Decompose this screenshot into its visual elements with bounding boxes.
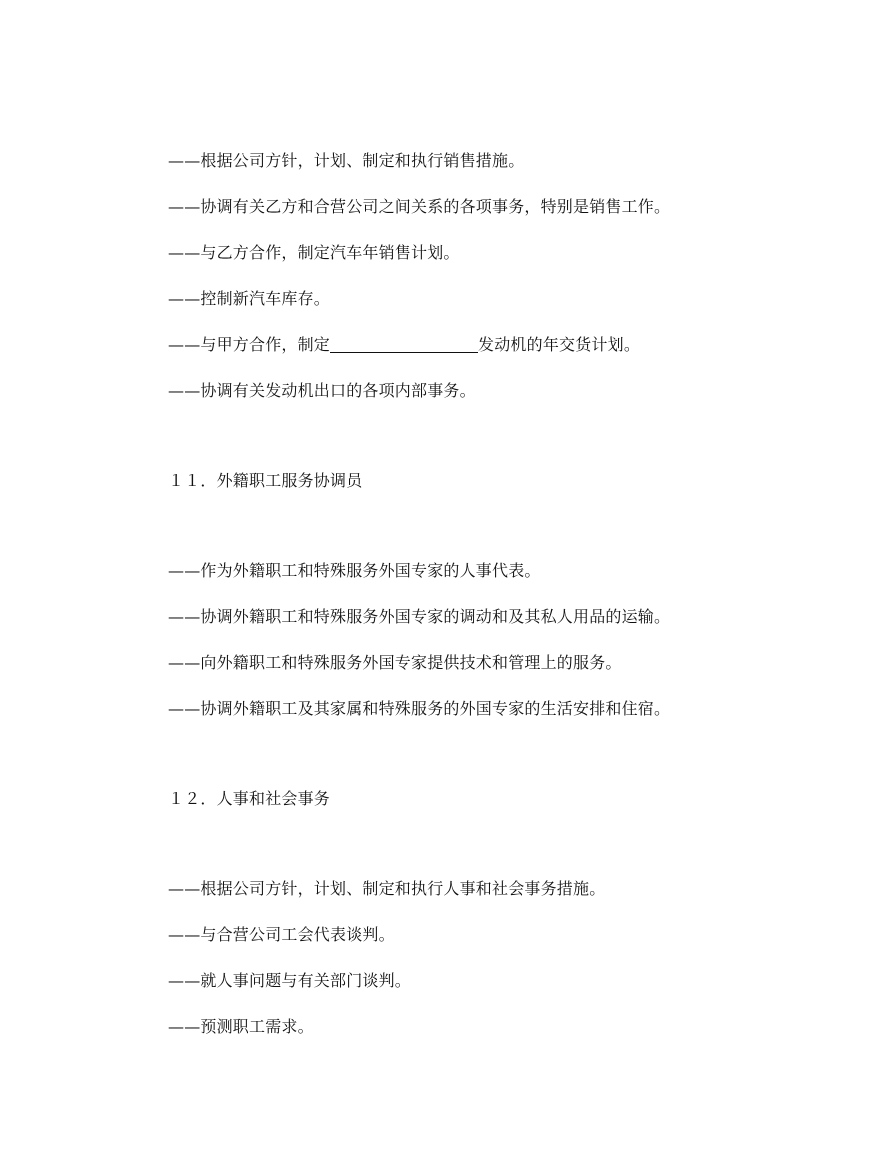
list-item: ——控制新汽车库存。 [168, 289, 331, 308]
fill-in-blank [330, 336, 478, 353]
list-item: ——根据公司方针，计划、制定和执行销售措施。 [168, 151, 525, 170]
list-item: ——向外籍职工和特殊服务外国专家提供技术和管理上的服务。 [168, 653, 622, 672]
section-heading: １２．人事和社会事务 [168, 789, 331, 808]
list-item: ——作为外籍职工和特殊服务外国专家的人事代表。 [168, 561, 541, 580]
list-item-text-before-blank: ——与甲方合作，制定 [168, 335, 331, 354]
list-item: ——与合营公司工会代表谈判。 [168, 925, 395, 944]
list-item: ——预测职工需求。 [168, 1017, 314, 1036]
list-item: ——协调有关乙方和合营公司之间关系的各项事务，特别是销售工作。 [168, 197, 671, 216]
list-item: ——协调外籍职工和特殊服务外国专家的调动和及其私人用品的运输。 [168, 607, 671, 626]
section-heading: １１．外籍职工服务协调员 [168, 471, 363, 490]
list-item: ——协调外籍职工及其家属和特殊服务的外国专家的生活安排和住宿。 [168, 699, 671, 718]
list-item: ——与乙方合作，制定汽车年销售计划。 [168, 243, 460, 262]
list-item [168, 334, 640, 356]
list-item: ——就人事问题与有关部门谈判。 [168, 971, 412, 990]
list-item: ——根据公司方针，计划、制定和执行人事和社会事务措施。 [168, 879, 606, 898]
list-item: ——协调有关发动机出口的各项内部事务。 [168, 381, 476, 400]
list-item-text-after-blank: 发动机的年交货计划。 [478, 335, 641, 354]
